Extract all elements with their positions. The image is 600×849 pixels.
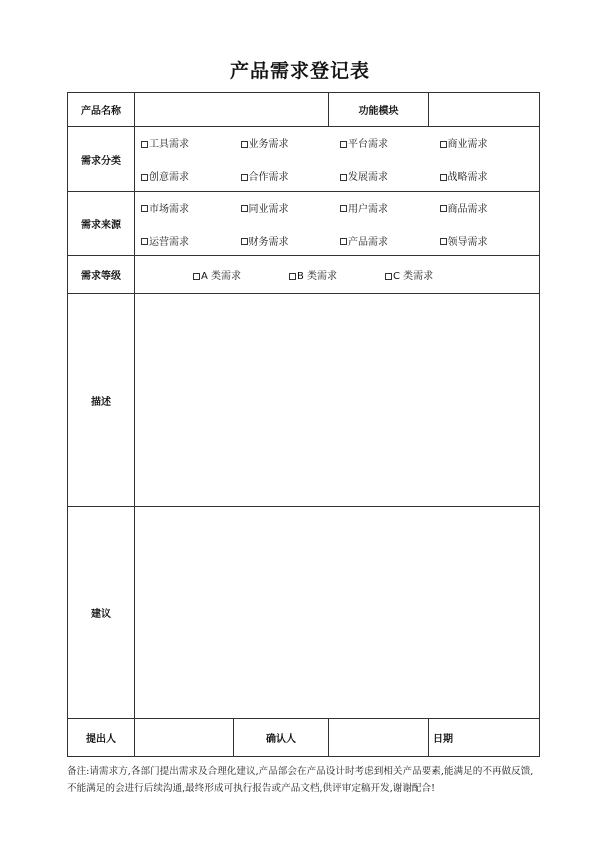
suggestion-field[interactable] <box>135 507 540 719</box>
checkbox-icon[interactable] <box>141 205 148 212</box>
category-option[interactable]: 工具需求 <box>141 135 241 150</box>
module-field[interactable] <box>429 93 540 127</box>
source-option[interactable]: 用户需求 <box>340 200 440 215</box>
level-option-b[interactable]: B 类需求 <box>289 267 385 282</box>
submitter-field[interactable] <box>135 719 234 757</box>
confirmer-label: 确认人 <box>234 719 329 757</box>
checkbox-icon[interactable] <box>440 205 447 212</box>
product-name-label: 产品名称 <box>68 93 135 127</box>
checkbox-icon[interactable] <box>289 273 296 280</box>
checkbox-icon[interactable] <box>241 141 248 148</box>
level-options <box>135 256 540 294</box>
category-option[interactable]: 合作需求 <box>241 168 341 183</box>
checkbox-icon[interactable] <box>440 141 447 148</box>
suggestion-label: 建议 <box>68 507 135 719</box>
requirement-form-table <box>67 92 540 757</box>
checkbox-icon[interactable] <box>440 174 447 181</box>
source-option[interactable]: 领导需求 <box>440 233 540 248</box>
category-option[interactable]: 商业需求 <box>440 135 540 150</box>
form-title: 产品需求登记表 <box>229 60 370 82</box>
checkbox-icon[interactable] <box>340 174 347 181</box>
level-option-c[interactable]: C 类需求 <box>385 267 481 282</box>
checkbox-icon[interactable] <box>241 238 248 245</box>
description-label: 描述 <box>68 294 135 507</box>
source-option[interactable]: 运营需求 <box>141 233 241 248</box>
source-option[interactable]: 产品需求 <box>340 233 440 248</box>
date-label: 日期 <box>429 719 540 757</box>
footer-note: 备注:请需求方,各部门提出需求及合理化建议,产品部会在产品设计时考虑到相关产品要素,能满足的不再做反馈,不能满足的会进行后续沟通,最终形成可执行报告或产品文档,供评审定稿开发,谢谢配合! <box>67 766 534 794</box>
checkbox-icon[interactable] <box>241 205 248 212</box>
checkbox-icon[interactable] <box>141 141 148 148</box>
checkbox-icon[interactable] <box>193 273 200 280</box>
checkbox-icon[interactable] <box>141 174 148 181</box>
checkbox-icon[interactable] <box>141 238 148 245</box>
category-options <box>135 127 540 192</box>
checkbox-icon[interactable] <box>385 273 392 280</box>
category-option[interactable]: 业务需求 <box>241 135 341 150</box>
level-option-a[interactable]: A 类需求 <box>193 267 289 282</box>
source-label: 需求来源 <box>68 192 135 256</box>
checkbox-icon[interactable] <box>241 174 248 181</box>
module-label: 功能模块 <box>329 93 429 127</box>
level-label: 需求等级 <box>68 256 135 294</box>
checkbox-icon[interactable] <box>340 238 347 245</box>
category-option[interactable]: 平台需求 <box>340 135 440 150</box>
checkbox-icon[interactable] <box>340 141 347 148</box>
description-field[interactable] <box>135 294 540 507</box>
product-name-field[interactable] <box>135 93 329 127</box>
source-option[interactable]: 商品需求 <box>440 200 540 215</box>
source-option[interactable]: 同业需求 <box>241 200 341 215</box>
submitter-label: 提出人 <box>68 719 135 757</box>
source-option[interactable]: 财务需求 <box>241 233 341 248</box>
category-option[interactable]: 发展需求 <box>340 168 440 183</box>
checkbox-icon[interactable] <box>440 238 447 245</box>
category-label: 需求分类 <box>68 127 135 192</box>
category-option[interactable]: 创意需求 <box>141 168 241 183</box>
checkbox-icon[interactable] <box>340 205 347 212</box>
confirmer-field[interactable] <box>329 719 429 757</box>
source-option[interactable]: 市场需求 <box>141 200 241 215</box>
source-options <box>135 192 540 256</box>
category-option[interactable]: 战略需求 <box>440 168 540 183</box>
